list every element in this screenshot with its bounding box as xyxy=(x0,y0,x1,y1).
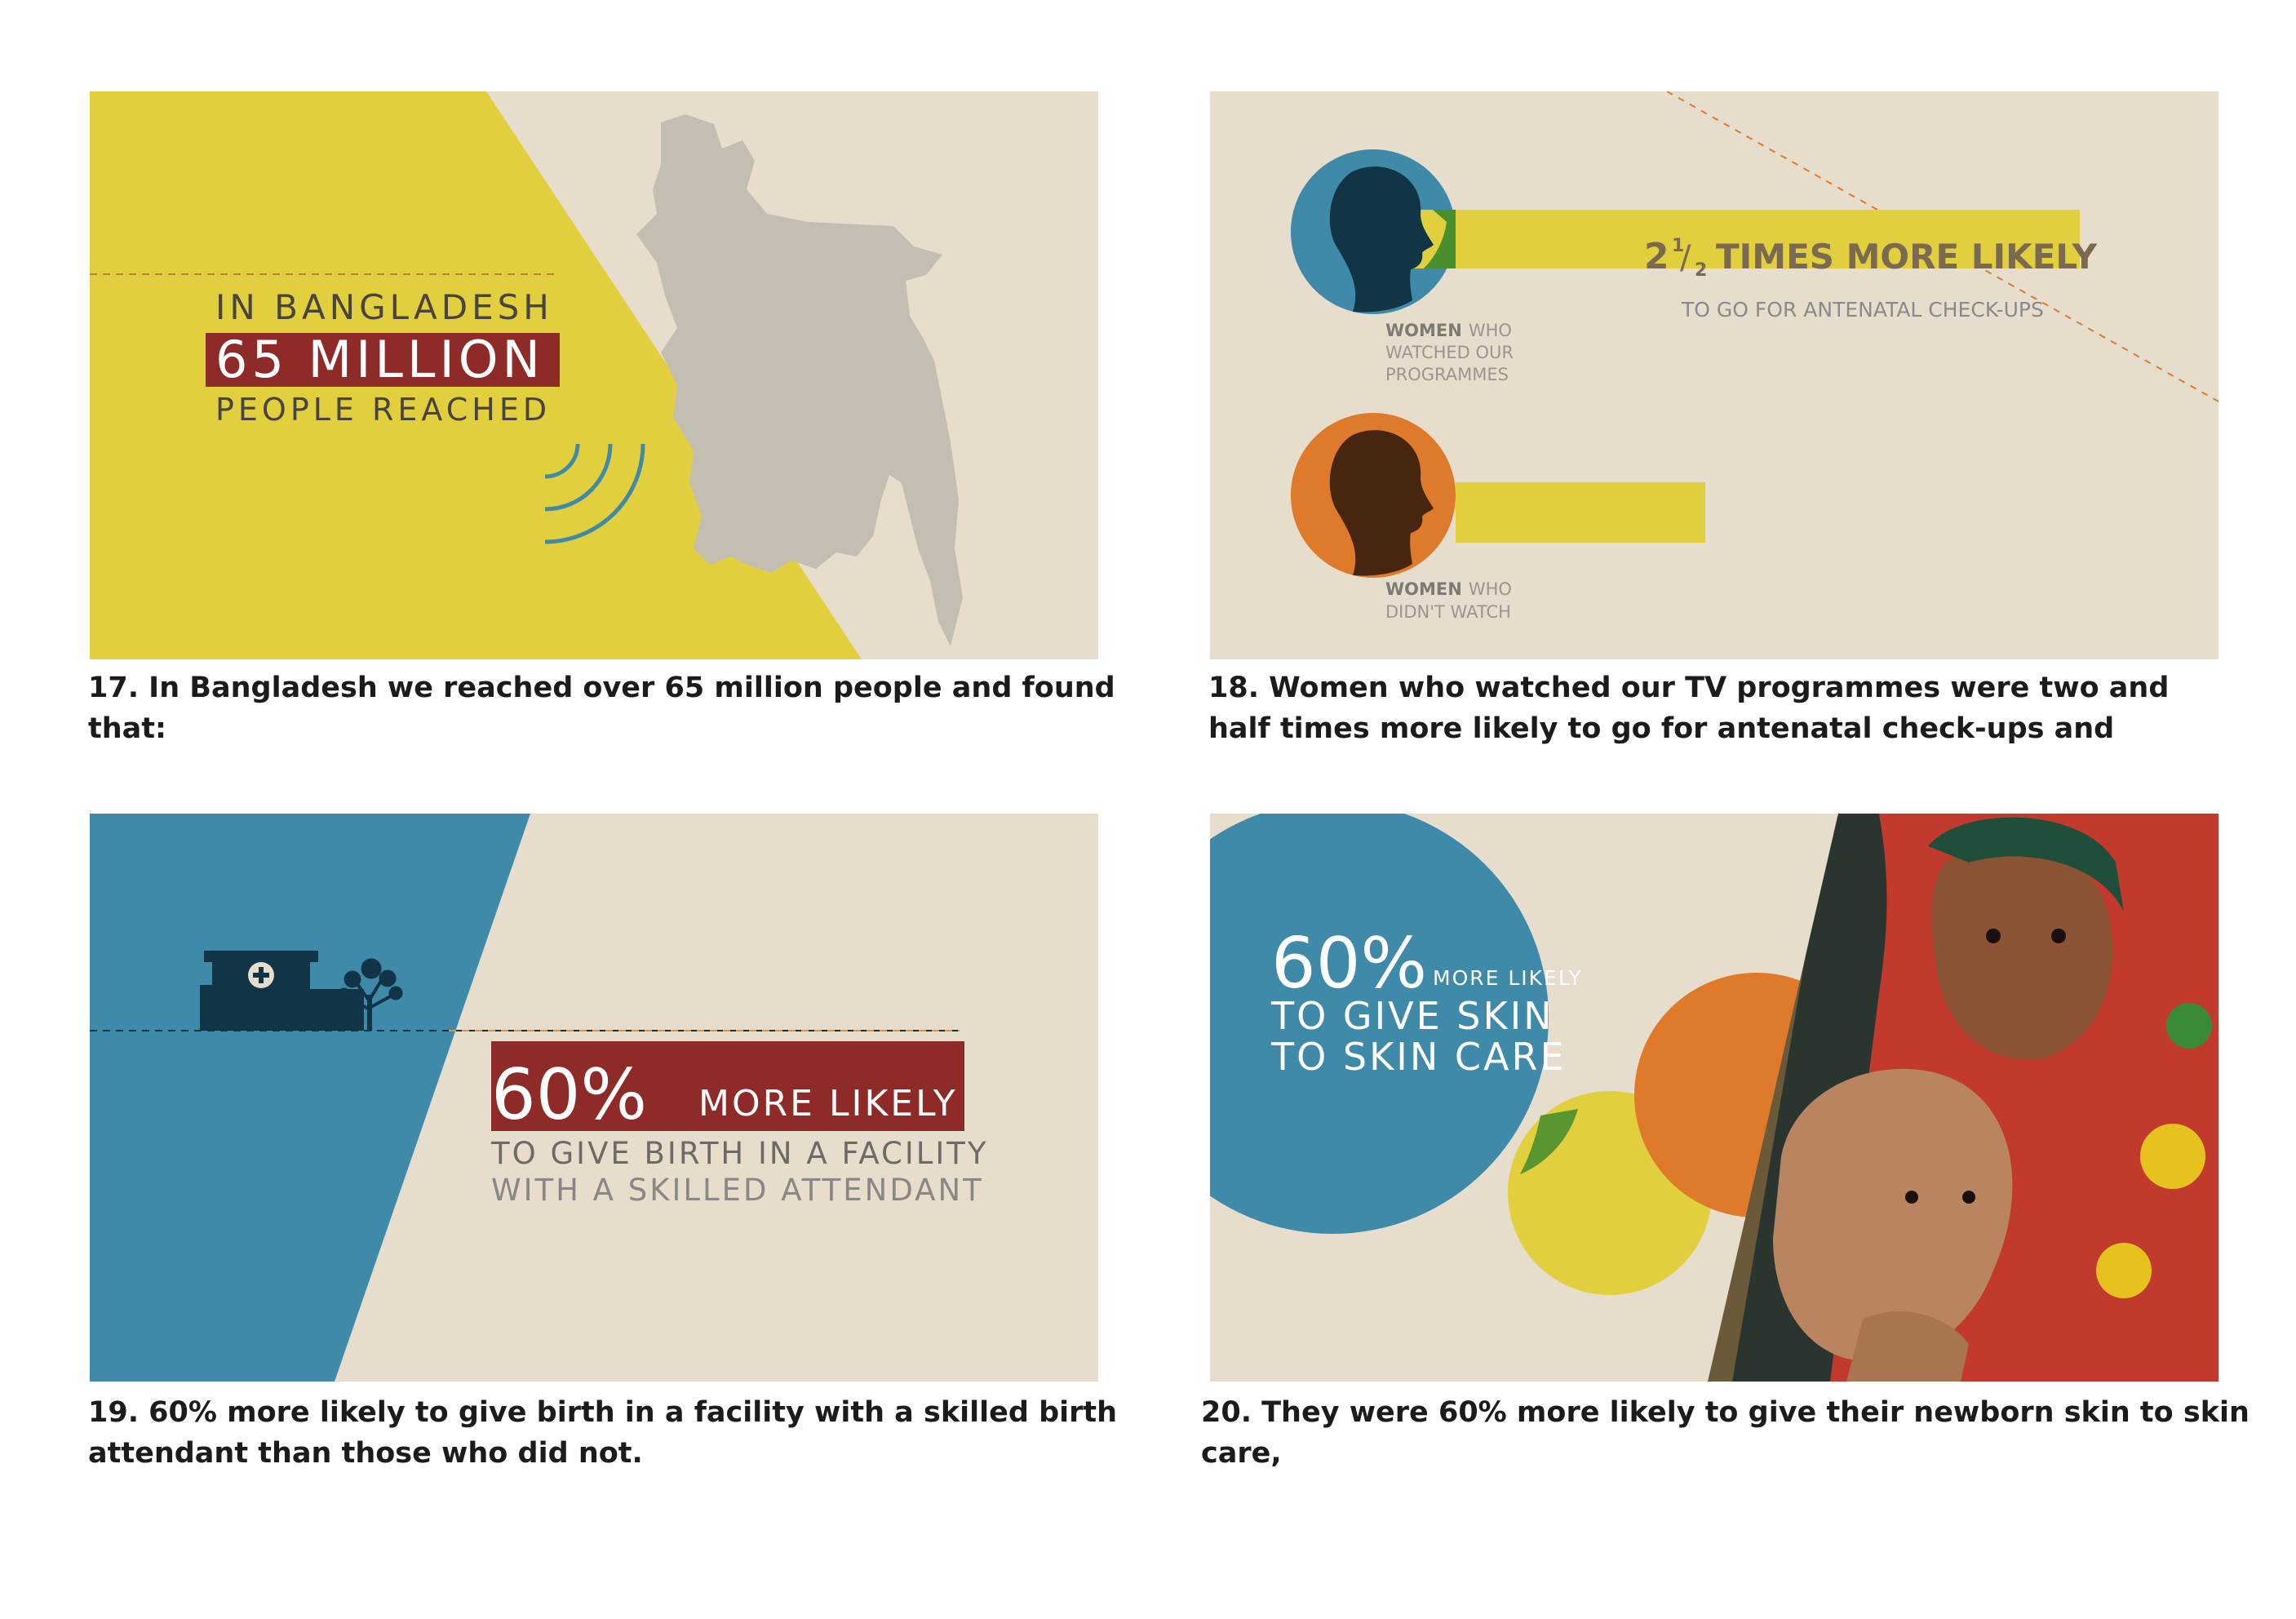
stat-figure-num: 1 xyxy=(1672,236,1685,256)
stat-more-likely: MORE LIKELY xyxy=(698,1083,958,1124)
caption-17: 17. In Bangladesh we reached over 65 million people and found that: xyxy=(88,672,1115,745)
stat-line2: TO GIVE BIRTH IN A FACILITY xyxy=(491,1136,989,1171)
stat-figure-whole: 2 xyxy=(1644,236,1669,277)
didnt-label-line2: DIDN'T WATCH xyxy=(1385,602,1511,622)
stat-percent: 60% xyxy=(491,1054,648,1136)
stat-line2: TO GIVE SKIN xyxy=(1271,994,1554,1038)
watched-label-line3: PROGRAMMES xyxy=(1385,365,1509,384)
stat-line3: TO SKIN CARE xyxy=(1271,1035,1567,1079)
stat-figure-den: 2 xyxy=(1695,260,1708,281)
didnt-watch-bar xyxy=(1456,482,1705,543)
watched-label-line2: WATCHED OUR xyxy=(1385,343,1514,362)
headline-highlight: 65 MILLION xyxy=(215,330,544,389)
didnt-label-bold: WOMEN xyxy=(1385,579,1462,599)
stat-subline: TO GO FOR ANTENATAL CHECK-UPS xyxy=(1682,298,2044,322)
stat-percent: 60% xyxy=(1271,923,1428,1005)
caption-20: 20. They were 60% more likely to give their newborn skin to skin care, xyxy=(1201,1396,2249,1470)
slide-20 xyxy=(1210,814,2218,1382)
slide-19 xyxy=(90,814,1098,1382)
watched-label-rest: WHO xyxy=(1468,321,1512,340)
stat-headline: TIMES MORE LIKELY xyxy=(1716,237,2098,277)
headline-line1: IN BANGLADESH xyxy=(215,287,553,327)
slide-17 xyxy=(90,91,1098,659)
stat-more-likely: MORE LIKELY xyxy=(1433,966,1583,990)
watched-label-line1 xyxy=(1385,321,1512,340)
didnt-label-line1 xyxy=(1385,579,1512,599)
watched-label-bold: WOMEN xyxy=(1385,321,1462,340)
slide-18 xyxy=(1210,91,2218,659)
stat-line3: WITH A SKILLED ATTENDANT xyxy=(491,1173,984,1208)
didnt-label-rest: WHO xyxy=(1468,579,1512,599)
caption-19: 19. 60% more likely to give birth in a facility with a skilled birth attendant than those who did not. xyxy=(88,1396,1118,1470)
fraction-slash: / xyxy=(1680,239,1691,277)
headline-line3: PEOPLE REACHED xyxy=(215,392,552,428)
caption-18: 18. Women who watched our TV programmes were two and half times more likely to go for antenatal check-ups and xyxy=(1208,672,2170,745)
